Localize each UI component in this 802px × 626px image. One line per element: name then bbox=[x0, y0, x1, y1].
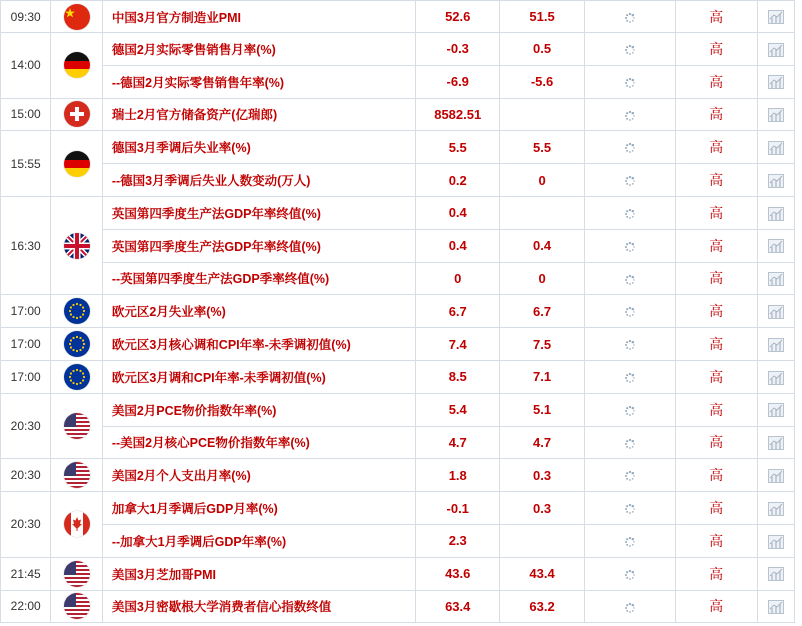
line-chart-icon bbox=[768, 338, 784, 352]
loading-spinner-icon bbox=[624, 372, 636, 384]
line-chart-icon bbox=[768, 272, 784, 286]
line-chart-icon bbox=[768, 108, 784, 122]
line-chart-icon bbox=[768, 371, 784, 385]
event-name-link[interactable]: --英国第四季度生产法GDP季率终值(%) bbox=[102, 262, 415, 295]
chart-button[interactable] bbox=[757, 524, 794, 557]
loading-spinner-icon bbox=[624, 569, 636, 581]
importance-level: 高 bbox=[675, 33, 757, 66]
chart-button[interactable] bbox=[757, 295, 794, 328]
previous-value: 0.4 bbox=[416, 196, 500, 229]
country-flag-cell bbox=[51, 360, 102, 393]
forecast-value bbox=[500, 524, 584, 557]
loading-spinner-icon bbox=[624, 77, 636, 89]
previous-value: 8.5 bbox=[416, 360, 500, 393]
table-row bbox=[1, 1, 795, 33]
uk-flag-icon bbox=[64, 233, 90, 259]
event-name-link[interactable]: 美国2月个人支出月率(%) bbox=[102, 459, 415, 492]
previous-value: 5.4 bbox=[416, 393, 500, 426]
loading-spinner-icon bbox=[624, 274, 636, 286]
country-flag-cell bbox=[51, 590, 102, 623]
forecast-value: 5.1 bbox=[500, 393, 584, 426]
table-row bbox=[1, 524, 795, 557]
event-time: 20:30 bbox=[1, 492, 51, 558]
chart-button[interactable] bbox=[757, 459, 794, 492]
country-flag-cell bbox=[51, 33, 102, 99]
us-flag-icon bbox=[64, 593, 90, 619]
event-time: 16:30 bbox=[1, 196, 51, 294]
previous-value: 6.7 bbox=[416, 295, 500, 328]
importance-level: 高 bbox=[675, 1, 757, 33]
event-name-link[interactable]: 德国2月实际零售销售月率(%) bbox=[102, 33, 415, 66]
actual-value-cell bbox=[584, 524, 675, 557]
actual-value-cell bbox=[584, 360, 675, 393]
chart-button[interactable] bbox=[757, 229, 794, 262]
line-chart-icon bbox=[768, 469, 784, 483]
previous-value: 1.8 bbox=[416, 459, 500, 492]
event-time: 17:00 bbox=[1, 295, 51, 328]
table-row bbox=[1, 196, 795, 229]
actual-value-cell bbox=[584, 393, 675, 426]
line-chart-icon bbox=[768, 75, 784, 89]
importance-level: 高 bbox=[675, 98, 757, 131]
event-name-link[interactable]: 美国2月PCE物价指数年率(%) bbox=[102, 393, 415, 426]
forecast-value bbox=[500, 196, 584, 229]
forecast-value: 0.3 bbox=[500, 459, 584, 492]
previous-value: 5.5 bbox=[416, 131, 500, 164]
actual-value-cell bbox=[584, 1, 675, 33]
table-row bbox=[1, 131, 795, 164]
loading-spinner-icon bbox=[624, 142, 636, 154]
actual-value-cell bbox=[584, 98, 675, 131]
importance-level: 高 bbox=[675, 262, 757, 295]
country-flag-cell bbox=[51, 557, 102, 590]
event-name-link[interactable]: --美国2月核心PCE物价指数年率(%) bbox=[102, 426, 415, 459]
actual-value-cell bbox=[584, 492, 675, 525]
line-chart-icon bbox=[768, 239, 784, 253]
line-chart-icon bbox=[768, 567, 784, 581]
previous-value: 52.6 bbox=[416, 1, 500, 33]
calendar-body bbox=[1, 1, 795, 623]
actual-value-cell bbox=[584, 164, 675, 197]
event-name-link[interactable]: 英国第四季度生产法GDP年率终值(%) bbox=[102, 196, 415, 229]
event-name-link[interactable]: --德国2月实际零售销售年率(%) bbox=[102, 65, 415, 98]
forecast-value: 6.7 bbox=[500, 295, 584, 328]
switzerland-flag-icon bbox=[64, 101, 90, 127]
line-chart-icon bbox=[768, 502, 784, 516]
country-flag-cell bbox=[51, 492, 102, 558]
country-flag-cell bbox=[51, 328, 102, 361]
us-flag-icon bbox=[64, 561, 90, 587]
event-name-link[interactable]: 欧元区2月失业率(%) bbox=[102, 295, 415, 328]
forecast-value: 5.5 bbox=[500, 131, 584, 164]
importance-level: 高 bbox=[675, 164, 757, 197]
china-flag-icon bbox=[64, 4, 90, 30]
germany-flag-icon bbox=[64, 151, 90, 177]
event-time: 15:00 bbox=[1, 98, 51, 131]
forecast-value: 7.5 bbox=[500, 328, 584, 361]
country-flag-cell bbox=[51, 196, 102, 294]
table-row bbox=[1, 33, 795, 66]
table-row bbox=[1, 164, 795, 197]
loading-spinner-icon bbox=[624, 503, 636, 515]
event-time: 20:30 bbox=[1, 459, 51, 492]
line-chart-icon bbox=[768, 207, 784, 221]
importance-level: 高 bbox=[675, 131, 757, 164]
table-row bbox=[1, 295, 795, 328]
table-row bbox=[1, 262, 795, 295]
eu-flag-icon bbox=[64, 364, 90, 390]
actual-value-cell bbox=[584, 557, 675, 590]
table-row bbox=[1, 65, 795, 98]
importance-level: 高 bbox=[675, 360, 757, 393]
chart-button[interactable] bbox=[757, 196, 794, 229]
event-time: 15:55 bbox=[1, 131, 51, 197]
forecast-value: 0.3 bbox=[500, 492, 584, 525]
country-flag-cell bbox=[51, 131, 102, 197]
chart-button[interactable] bbox=[757, 557, 794, 590]
event-time: 14:00 bbox=[1, 33, 51, 99]
chart-button[interactable] bbox=[757, 164, 794, 197]
forecast-value: 0.4 bbox=[500, 229, 584, 262]
previous-value: 7.4 bbox=[416, 328, 500, 361]
event-name-link[interactable]: 美国3月芝加哥PMI bbox=[102, 557, 415, 590]
event-name-link[interactable]: 德国3月季调后失业率(%) bbox=[102, 131, 415, 164]
forecast-value: 0.5 bbox=[500, 33, 584, 66]
actual-value-cell bbox=[584, 131, 675, 164]
country-flag-cell bbox=[51, 295, 102, 328]
event-time: 09:30 bbox=[1, 1, 51, 33]
importance-level: 高 bbox=[675, 557, 757, 590]
loading-spinner-icon bbox=[624, 536, 636, 548]
us-flag-icon bbox=[64, 413, 90, 439]
line-chart-icon bbox=[768, 305, 784, 319]
importance-level: 高 bbox=[675, 459, 757, 492]
table-row bbox=[1, 393, 795, 426]
forecast-value: 7.1 bbox=[500, 360, 584, 393]
importance-level: 高 bbox=[675, 196, 757, 229]
country-flag-cell bbox=[51, 459, 102, 492]
chart-button[interactable] bbox=[757, 426, 794, 459]
importance-level: 高 bbox=[675, 590, 757, 623]
loading-spinner-icon bbox=[624, 241, 636, 253]
previous-value: 0 bbox=[416, 262, 500, 295]
forecast-value: 43.4 bbox=[500, 557, 584, 590]
us-flag-icon bbox=[64, 462, 90, 488]
loading-spinner-icon bbox=[624, 44, 636, 56]
chart-button[interactable] bbox=[757, 360, 794, 393]
actual-value-cell bbox=[584, 196, 675, 229]
loading-spinner-icon bbox=[624, 306, 636, 318]
country-flag-cell bbox=[51, 393, 102, 459]
event-name-link[interactable]: 瑞士2月官方储备资产(亿瑞郎) bbox=[102, 98, 415, 131]
country-flag-cell bbox=[51, 1, 102, 33]
event-name-link[interactable]: 加拿大1月季调后GDP月率(%) bbox=[102, 492, 415, 525]
line-chart-icon bbox=[768, 600, 784, 614]
event-name-link[interactable]: 欧元区3月核心调和CPI年率-未季调初值(%) bbox=[102, 328, 415, 361]
event-name-link[interactable]: --德国3月季调后失业人数变动(万人) bbox=[102, 164, 415, 197]
table-row bbox=[1, 492, 795, 525]
table-row bbox=[1, 98, 795, 131]
table-row bbox=[1, 360, 795, 393]
table-row bbox=[1, 459, 795, 492]
previous-value: 0.2 bbox=[416, 164, 500, 197]
canada-flag-icon bbox=[64, 511, 90, 537]
germany-flag-icon bbox=[64, 52, 90, 78]
forecast-value: 0 bbox=[500, 262, 584, 295]
event-name-link[interactable]: 欧元区3月调和CPI年率-未季调初值(%) bbox=[102, 360, 415, 393]
loading-spinner-icon bbox=[624, 602, 636, 614]
loading-spinner-icon bbox=[624, 405, 636, 417]
chart-button[interactable] bbox=[757, 590, 794, 623]
chart-button[interactable] bbox=[757, 65, 794, 98]
line-chart-icon bbox=[768, 403, 784, 417]
chart-button[interactable] bbox=[757, 1, 794, 33]
event-time: 17:00 bbox=[1, 360, 51, 393]
actual-value-cell bbox=[584, 426, 675, 459]
actual-value-cell bbox=[584, 33, 675, 66]
importance-level: 高 bbox=[675, 328, 757, 361]
event-name-link[interactable]: 美国3月密歇根大学消费者信心指数终值 bbox=[102, 590, 415, 623]
previous-value: 63.4 bbox=[416, 590, 500, 623]
importance-level: 高 bbox=[675, 295, 757, 328]
importance-level: 高 bbox=[675, 65, 757, 98]
loading-spinner-icon bbox=[624, 470, 636, 482]
forecast-value: 51.5 bbox=[500, 1, 584, 33]
event-name-link[interactable]: 英国第四季度生产法GDP年率终值(%) bbox=[102, 229, 415, 262]
previous-value: 4.7 bbox=[416, 426, 500, 459]
line-chart-icon bbox=[768, 436, 784, 450]
actual-value-cell bbox=[584, 262, 675, 295]
line-chart-icon bbox=[768, 535, 784, 549]
chart-button[interactable] bbox=[757, 393, 794, 426]
importance-level: 高 bbox=[675, 426, 757, 459]
forecast-value: 0 bbox=[500, 164, 584, 197]
table-row bbox=[1, 229, 795, 262]
event-time: 21:45 bbox=[1, 557, 51, 590]
actual-value-cell bbox=[584, 229, 675, 262]
previous-value: 8582.51 bbox=[416, 98, 500, 131]
actual-value-cell bbox=[584, 328, 675, 361]
event-name-link[interactable]: --加拿大1月季调后GDP年率(%) bbox=[102, 524, 415, 557]
chart-button[interactable] bbox=[757, 98, 794, 131]
event-name-link[interactable]: 中国3月官方制造业PMI bbox=[102, 1, 415, 33]
eu-flag-icon bbox=[64, 298, 90, 324]
event-time: 22:00 bbox=[1, 590, 51, 623]
importance-level: 高 bbox=[675, 524, 757, 557]
importance-level: 高 bbox=[675, 492, 757, 525]
actual-value-cell bbox=[584, 65, 675, 98]
previous-value: 43.6 bbox=[416, 557, 500, 590]
chart-button[interactable] bbox=[757, 262, 794, 295]
chart-button[interactable] bbox=[757, 328, 794, 361]
actual-value-cell bbox=[584, 590, 675, 623]
loading-spinner-icon bbox=[624, 339, 636, 351]
previous-value: 2.3 bbox=[416, 524, 500, 557]
forecast-value bbox=[500, 98, 584, 131]
loading-spinner-icon bbox=[624, 175, 636, 187]
previous-value: -6.9 bbox=[416, 65, 500, 98]
actual-value-cell bbox=[584, 459, 675, 492]
forecast-value: 63.2 bbox=[500, 590, 584, 623]
previous-value: -0.1 bbox=[416, 492, 500, 525]
actual-value-cell bbox=[584, 295, 675, 328]
line-chart-icon bbox=[768, 174, 784, 188]
loading-spinner-icon bbox=[624, 208, 636, 220]
chart-button[interactable] bbox=[757, 33, 794, 66]
event-time: 20:30 bbox=[1, 393, 51, 459]
loading-spinner-icon bbox=[624, 110, 636, 122]
loading-spinner-icon bbox=[624, 438, 636, 450]
forecast-value: -5.6 bbox=[500, 65, 584, 98]
chart-button[interactable] bbox=[757, 492, 794, 525]
line-chart-icon bbox=[768, 10, 784, 24]
event-time: 17:00 bbox=[1, 328, 51, 361]
importance-level: 高 bbox=[675, 229, 757, 262]
table-row bbox=[1, 590, 795, 623]
previous-value: 0.4 bbox=[416, 229, 500, 262]
loading-spinner-icon bbox=[624, 12, 636, 24]
country-flag-cell bbox=[51, 98, 102, 131]
eu-flag-icon bbox=[64, 331, 90, 357]
table-row bbox=[1, 328, 795, 361]
forecast-value: 4.7 bbox=[500, 426, 584, 459]
previous-value: -0.3 bbox=[416, 33, 500, 66]
table-row bbox=[1, 426, 795, 459]
line-chart-icon bbox=[768, 141, 784, 155]
importance-level: 高 bbox=[675, 393, 757, 426]
chart-button[interactable] bbox=[757, 131, 794, 164]
line-chart-icon bbox=[768, 43, 784, 57]
table-row bbox=[1, 557, 795, 590]
